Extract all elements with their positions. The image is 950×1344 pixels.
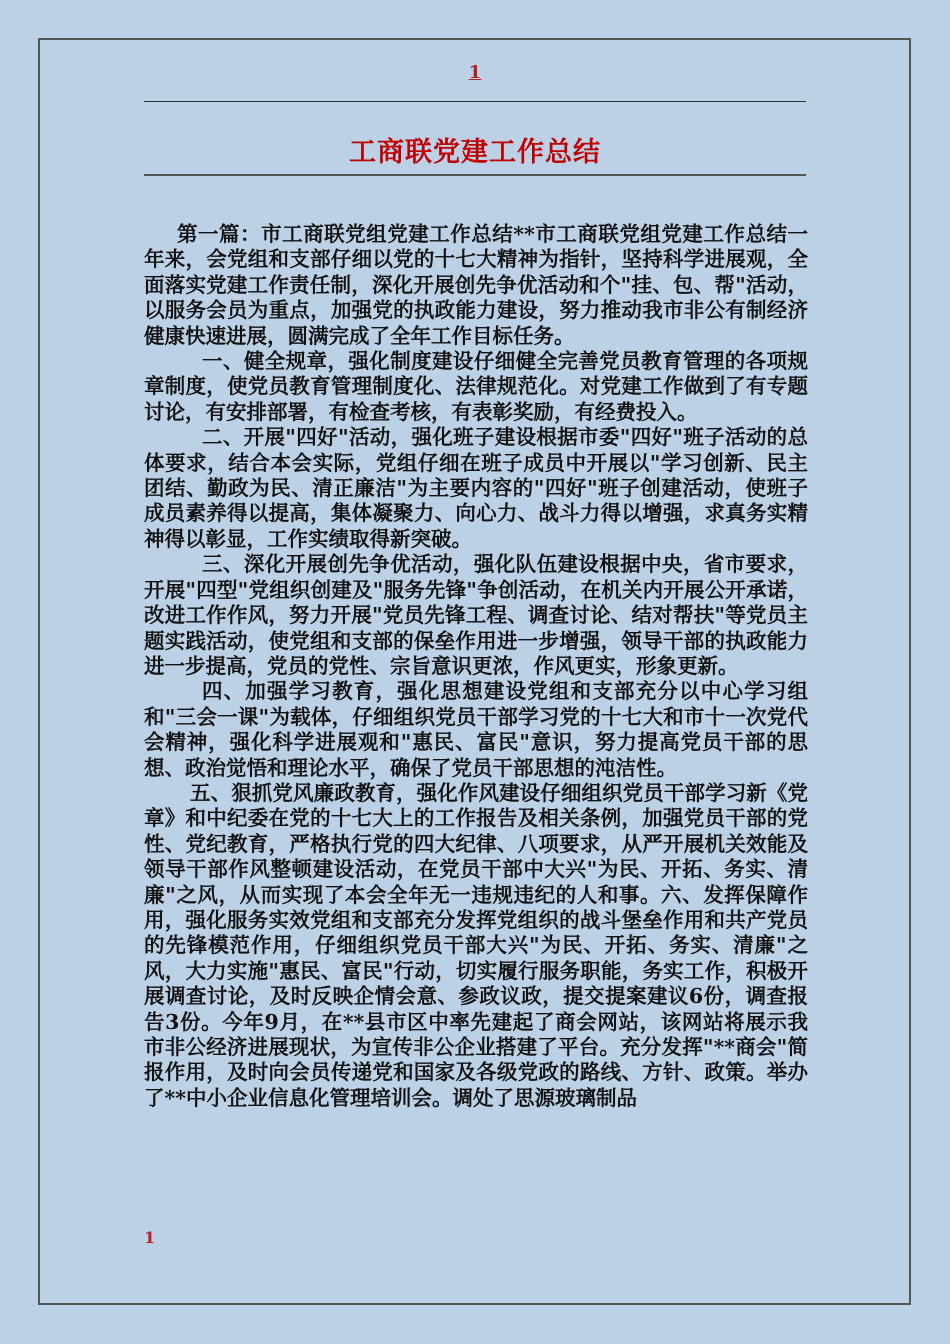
paragraph-section-5: 五、狠抓党风廉政教育，强化作风建设仔细组织党员干部学习新《党章》和中纪委在党的十七大上的工作报告及相关条例，加强党员干部的党性、党纪教育，严格执行党的四大纪律、八项要求，从严开展机关效能及领导干部作风整顿建设活动，在党员干部中大兴"为民、开拓、务实、清廉"之风，从而实现了本会全年无一违规违纪的人和事。六、发挥保障作用，强化服务实效党组和支部充分发挥党组织的战斗堡垒作用和共产党员的先锋模范作用，仔细组织党员干部大兴"为民、开拓、务实、清廉"之风，大力实施"惠民、富民"行动，切实履行服务职能，务实工作，积极开展调查讨论，及时反映企情会意、参政议政，提交提案建议6份，调查报告3份。今年9月，在**县市区中率先建起了商会网站，该网站将展示我市非公经济进展现状，为宣传非公企业搭建了平台。充分发挥"**商会"简报作用，及时向会员传递党和国家及各级党政的路线、方针、政策。举办了**中小企业信息化管理培训会。调处了思源玻璃制品 [144,780,808,1110]
header-page-number: 1 [468,62,482,83]
title-divider [144,174,806,176]
document-title: 工商联党建工作总结 [349,137,601,168]
document-body [144,222,808,1111]
paragraph-section-4: 四、加强学习教育，强化思想建设党组和支部充分以中心学习组和"三会一课"为载体，仔细组织党员干部学习党的十七大和市十一次党代会精神，强化科学进展观和"惠民、富民"意识，努力提高党员干部的思想、政治觉悟和理论水平，确保了党员干部思想的沌洁性。 [144,679,808,780]
paragraph-section-2: 二、开展"四好"活动，强化班子建设根据市委"四好"班子活动的总体要求，结合本会实际，党组仔细在班子成员中开展以"学习创新、民主团结、勤政为民、清正廉洁"为主要内容的"四好"班子创建活动，使班子成员素养得以提高，集体凝聚力、向心力、战斗力得以增强，求真务实精神得以彰显，工作实绩取得新突破。 [144,425,808,551]
header-divider [144,101,806,102]
footer-page-number: 1 [144,1228,156,1247]
paragraph-intro: 第一篇：市工商联党组党建工作总结**市工商联党组党建工作总结一年来，会党组和支部仔细以党的十七大精神为指针，坚持科学进展观，全面落实党建工作责任制，深化开展创先争优活动和个"挂、包、帮"活动，以服务会员为重点，加强党的执政能力建设，努力推动我市非公有制经济健康快速进展，圆满完成了全年工作目标任务。 [144,222,808,348]
paragraph-section-3: 三、深化开展创先争优活动，强化队伍建设根据中央，省市要求，开展"四型"党组织创建及"服务先锋"争创活动，在机关内开展公开承诺，改进工作作风，努力开展"党员先锋工程、调查讨论、结对帮扶"等党员主题实践活动，使党组和支部的保垒作用进一步增强，领导干部的执政能力进一步提高，党员的党性、宗旨意识更浓，作风更实，形象更新。 [144,552,808,678]
paragraph-section-1: 一、健全规章，强化制度建设仔细健全完善党员教育管理的各项规章制度，使党员教育管理制度化、法律规范化。对党建工作做到了有专题讨论，有安排部署，有检查考核，有表彰奖励，有经费投入。 [144,349,808,424]
